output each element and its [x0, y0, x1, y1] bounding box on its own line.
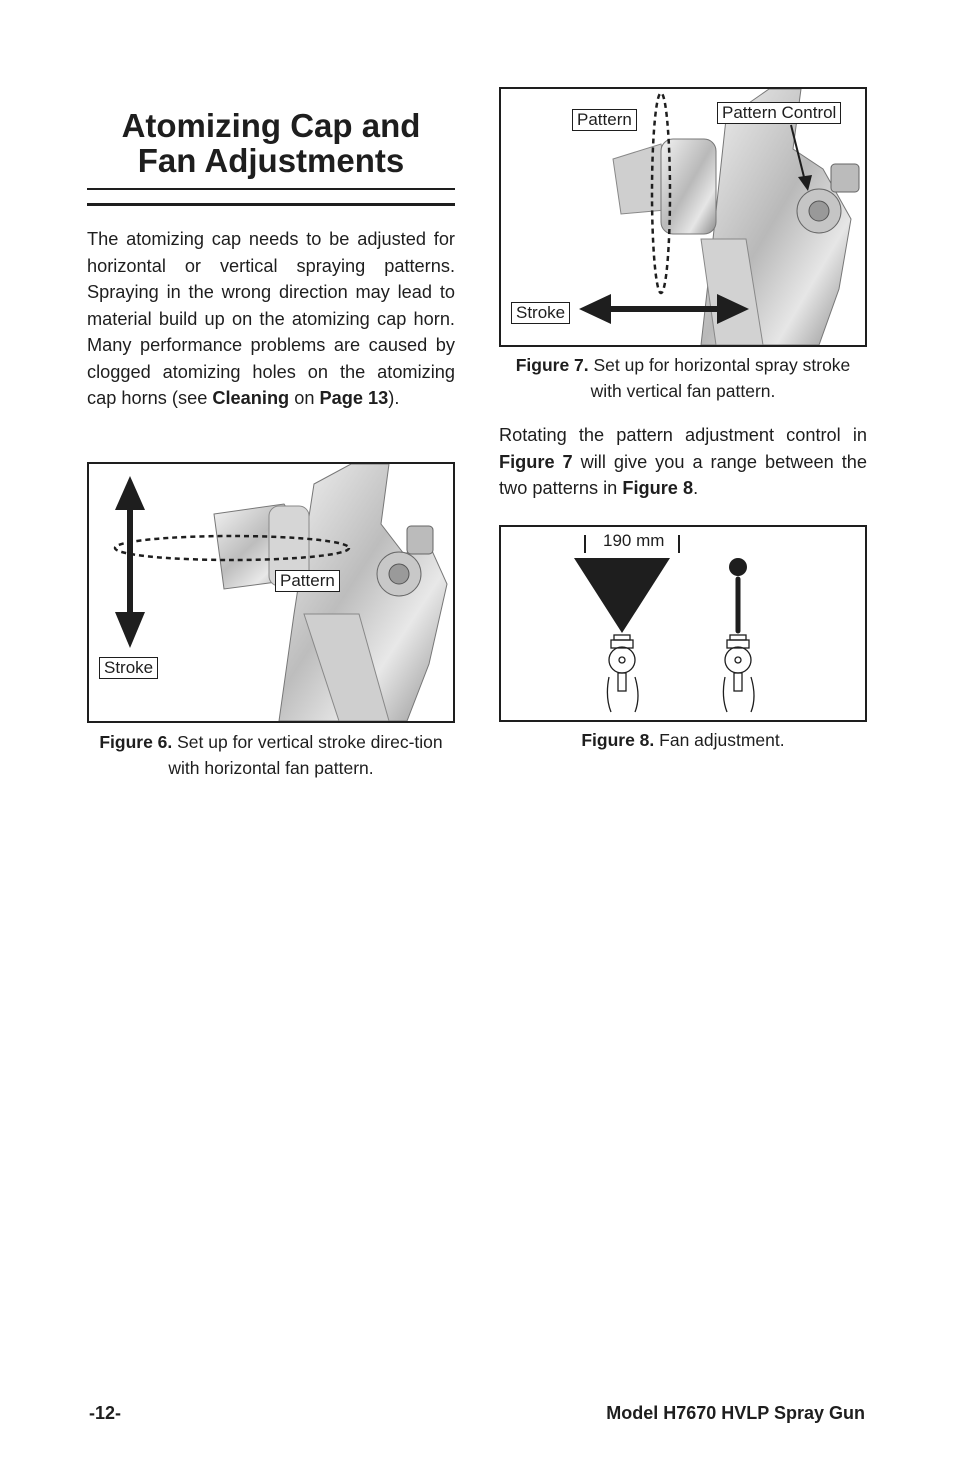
figure-6-pattern-label: Pattern [275, 570, 340, 592]
page-title-line2: Fan Adjustments [137, 142, 405, 179]
figure-7-ref: Figure 7 [499, 451, 573, 472]
title-rule-bottom [87, 203, 455, 206]
rotating-paragraph: Rotating the pattern adjustment control in Figure 7 will give you a range between the two patterns in Figure 8. [499, 425, 867, 498]
fan-width-dimension: 190 mm [603, 531, 665, 550]
figure-6 [87, 462, 455, 723]
gun-head-right [723, 635, 754, 712]
cleaning-ref: Cleaning [212, 388, 290, 408]
figure-7-stroke-label: Stroke [511, 302, 570, 324]
figure-8-illustration [501, 527, 865, 720]
figure-8-caption: Figure 8. Fan adjustment. [581, 730, 785, 750]
figure-6-illustration [89, 464, 453, 721]
wide-fan-pattern [574, 558, 670, 633]
figure-8-ref: Figure 8 [622, 478, 694, 498]
gun-head-left [607, 635, 638, 712]
title-rule-top [87, 188, 455, 190]
page-13-ref: Page 13 [319, 388, 389, 408]
intro-paragraph: The atomizing cap needs to be adjusted for horizontal or vertical spraying patterns. Spraying in the wrong direction may lead to material build up on the atomizing cap horn. Many performance problems are caused by clogged atomizing holes on the atomizing cap horns (see Cleaning on Page 13). [87, 229, 455, 408]
page-number: -12- [89, 1403, 122, 1423]
figure-8 [499, 525, 867, 722]
figure-7-pattern-control-label: Pattern Control [717, 102, 841, 124]
figure-6-stroke-label: Stroke [99, 657, 158, 679]
figure-7 [499, 87, 867, 347]
figure-7-caption: Figure 7. Set up for horizontal spray stroke with vertical fan pattern. [515, 355, 851, 401]
narrow-fan-dot [729, 558, 747, 576]
page-title [87, 108, 455, 178]
model-footer: Model H7670 HVLP Spray Gun [606, 1403, 865, 1423]
page-title-line1: Atomizing Cap and [121, 107, 421, 144]
figure-7-pattern-label: Pattern [572, 109, 637, 131]
figure-6-caption: Figure 6. Set up for vertical stroke direc-tion with horizontal fan pattern. [99, 732, 443, 778]
